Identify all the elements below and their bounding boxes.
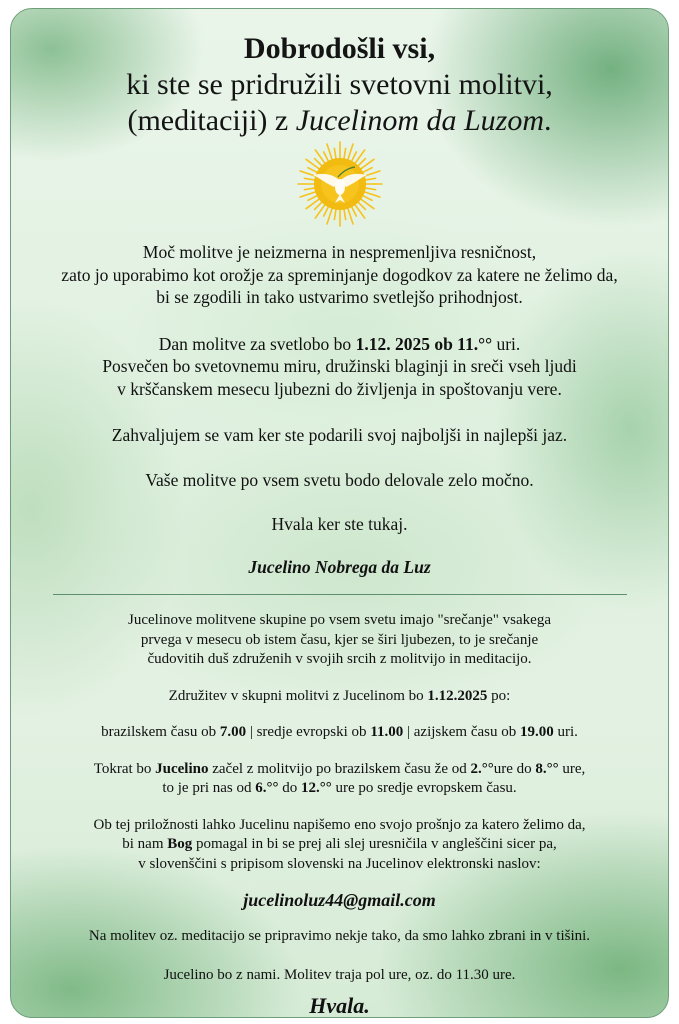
thanks-text: Zahvaljujem se vam ker ste podarili svoj najboljši in najlepši jaz. (111, 425, 568, 445)
start-line-2: to je pri nas od 6.°° do 12.°° ure po sredje evropskem času. (162, 780, 517, 796)
sun-dove-icon (285, 141, 395, 227)
dedication-line-1: Posvečen bo svetovnemu miru, družinski blaginji in sreči vseh ljudi (102, 356, 577, 376)
prayers-text: Vaše molitve po vsem svetu bodo delovale zelo močno. (145, 469, 534, 490)
duration-text: Jucelino bo z nami. Molitev traja pol ure, oz. do 11.30 ure. (163, 966, 516, 983)
title-line-2: ki ste se pridružili svetovni molitvi, (126, 68, 553, 101)
wish-line-3: v slovenščini s pripisom slovenski na Jucelinov elektronski naslov: (138, 855, 541, 872)
times-text: brazilskem času ob 7.00 | sredje evropski ob 11.00 | azijskem času ob 19.00 uri. (101, 724, 578, 740)
intro-line-3: bi se zgodili in tako ustvarimo svetlejšo prihodnjost. (156, 287, 523, 307)
title-line-3: (meditaciji) z Jucelinom da Luzom. (127, 104, 552, 137)
content (11, 9, 668, 1018)
prayer-date: Dan molitve za svetlobo bo 1.12. 2025 ob 11.°° uri. (158, 333, 521, 354)
closing-text: Hvala. (309, 993, 370, 1018)
joining-text: Združitev v skupni molitvi z Jucelinom bo 1.12.2025 po: (168, 687, 511, 704)
page-frame (10, 8, 669, 1018)
signature: Jucelino Nobrega da Luz (248, 556, 431, 577)
dedication-line-2: v krščanskem mesecu ljubezni do življenja in spoštovanju vere. (117, 378, 562, 399)
prepare-text: Na molitev oz. meditacijo se pripravimo nekje tako, da smo lahko zbrani in v tišini. (88, 928, 591, 944)
intro-line-1: Moč molitve je neizmerna in nespremenljiva resničnost, (142, 242, 537, 262)
title-line-1: Dobrodošli vsi, (243, 32, 436, 65)
groups-line-2: prvega v mesecu ob istem času, kjer se širi ljubezen, to je srečanje (140, 631, 539, 648)
page-title (11, 31, 668, 139)
hvala-ker-text: Hvala ker ste tukaj. (271, 514, 408, 534)
intro-line-2: zato jo uporabimo kot orožje za spreminjanje dogodkov za katere ne želimo da, (61, 264, 618, 285)
wish-line-2: bi nam Bog pomagal in bi se prej ali slej uresničila v angleščini sicer pa, (122, 836, 557, 852)
email-address[interactable]: jucelinoluz44@gmail.com (243, 890, 436, 910)
start-line-1: Tokrat bo Jucelino začel z molitvijo po brazilskem času že od 2.°°ure do 8.°° ure, (93, 760, 586, 777)
groups-line-3: čudovitih duš združenih v svojih srcih z molitvijo in meditacijo. (147, 651, 532, 667)
wish-line-1: Ob tej priložnosti lahko Jucelinu napišemo eno svojo prošnjo za katero želimo da, (93, 816, 586, 833)
groups-line-1: Jucelinove molitvene skupine po vsem svetu imajo "srečanje" vsakega (128, 612, 551, 628)
